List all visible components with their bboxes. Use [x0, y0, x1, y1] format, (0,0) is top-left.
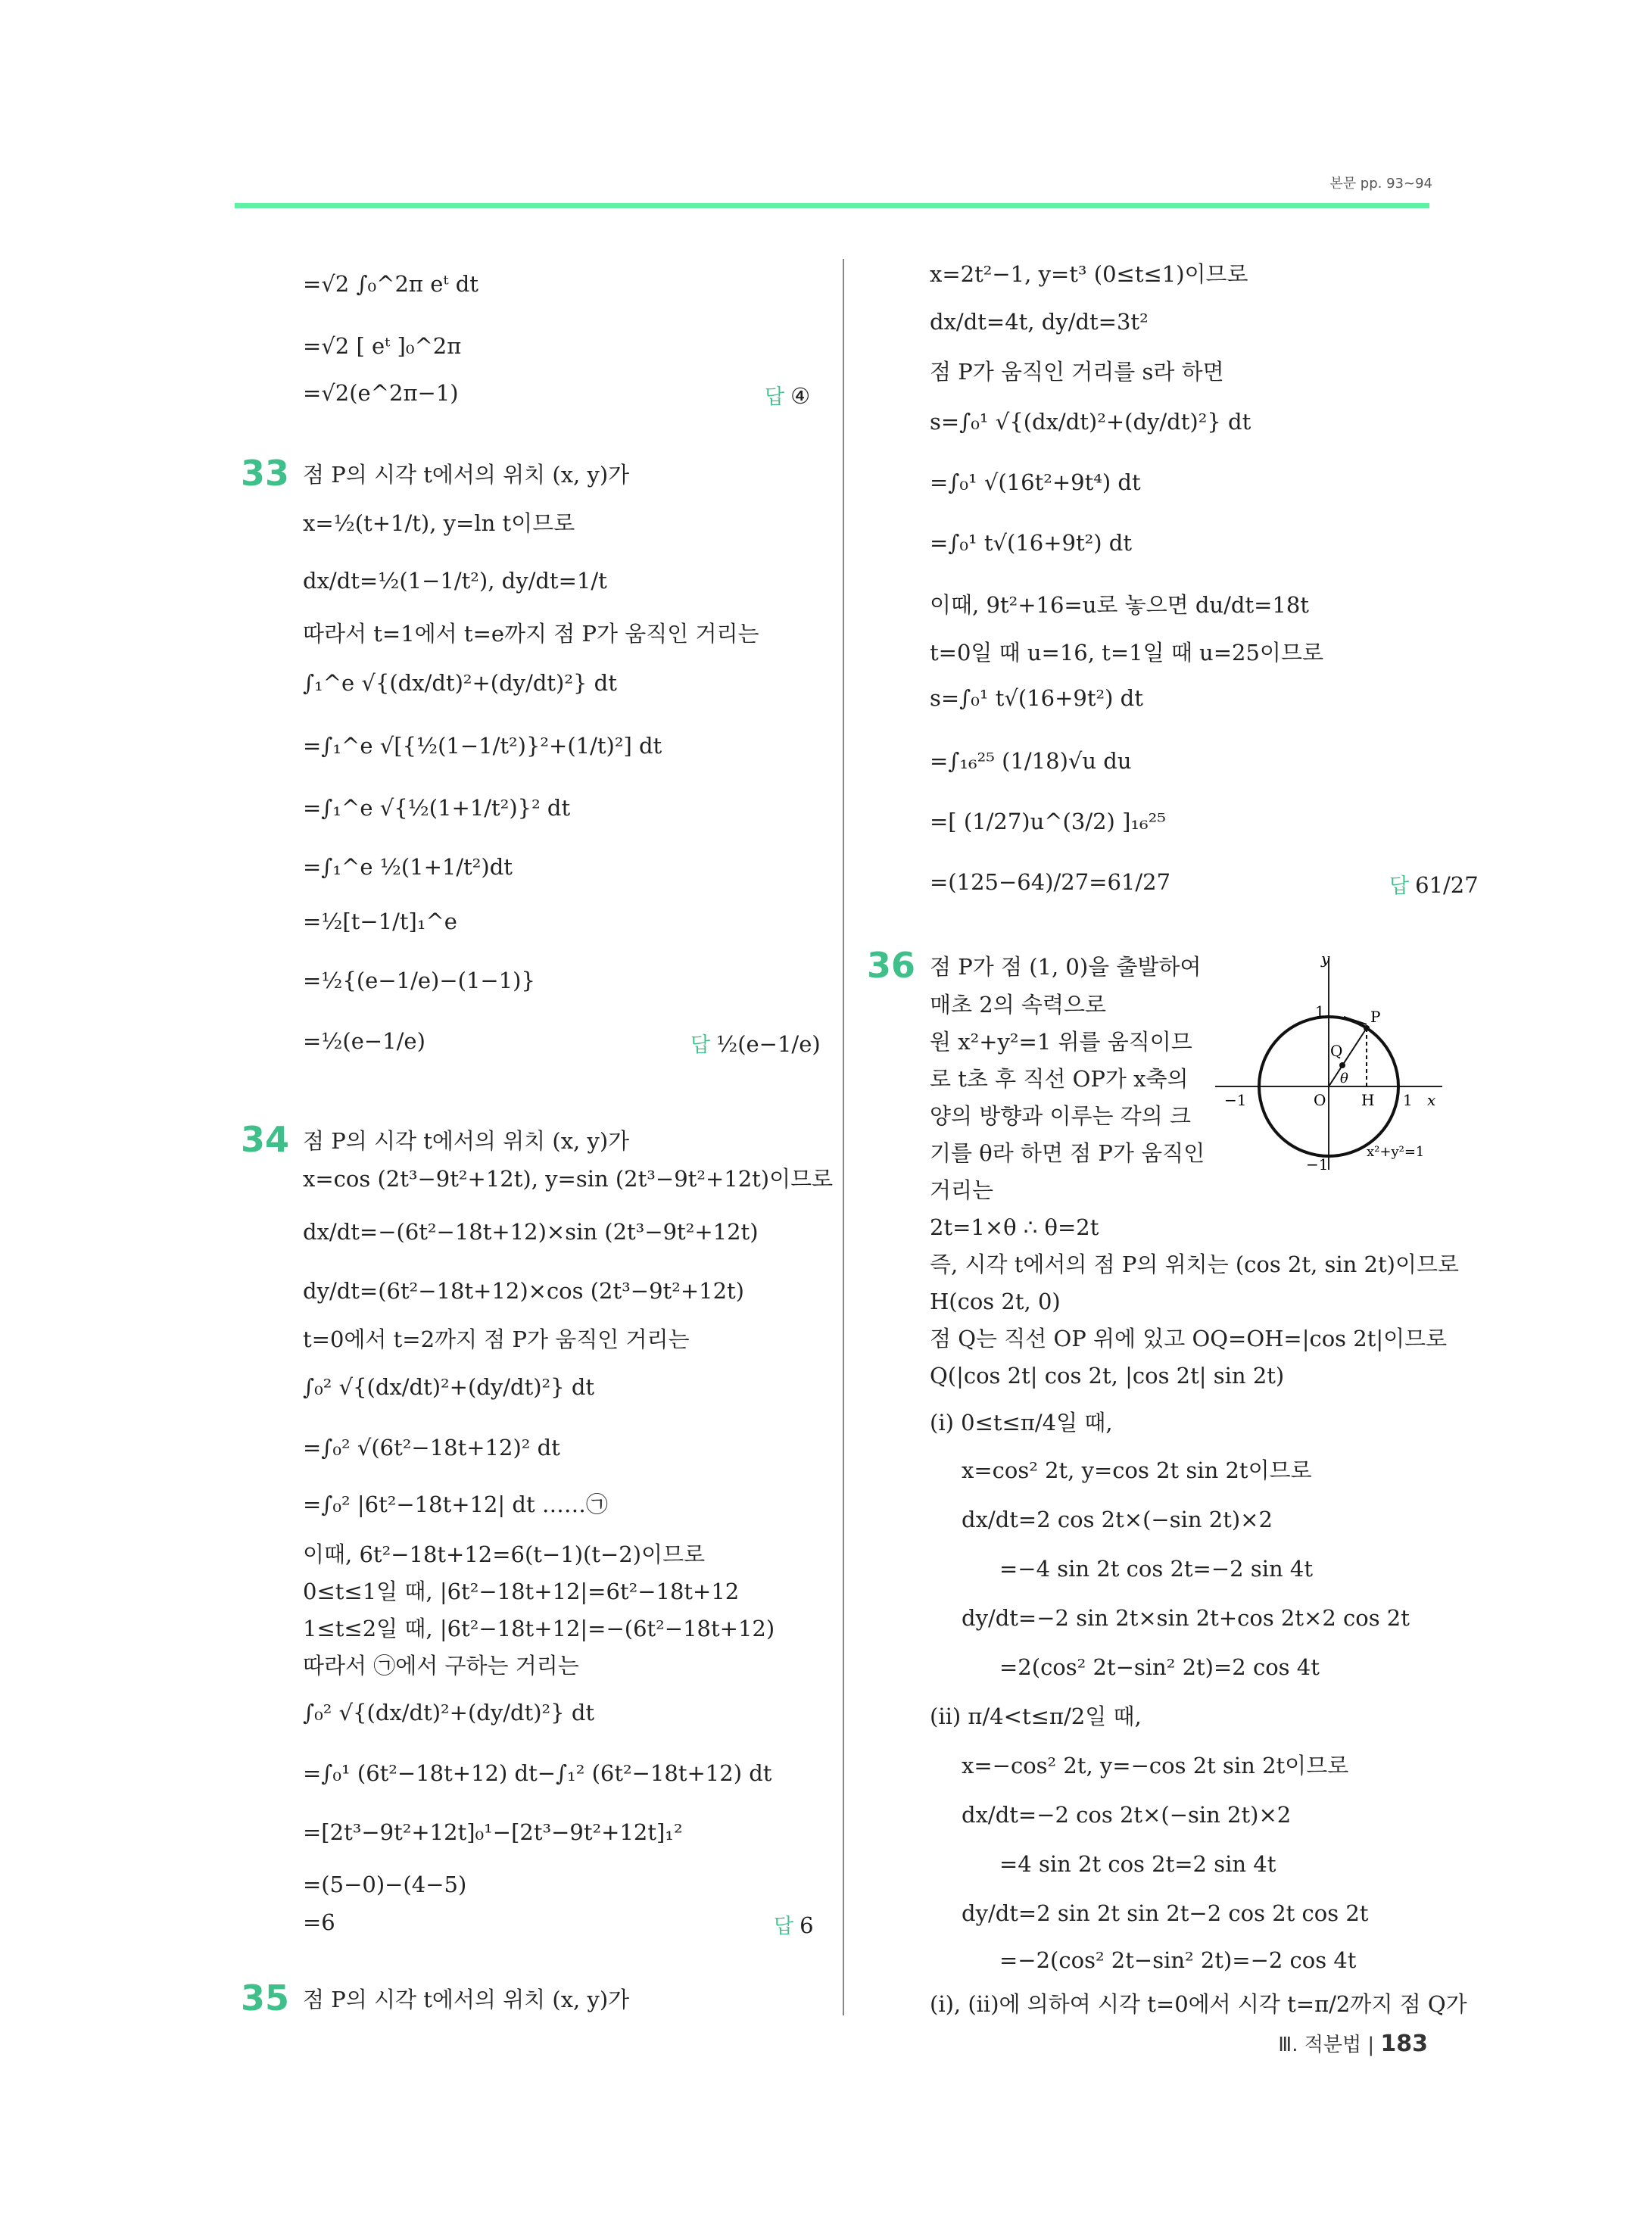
q35-line: 점 P의 시각 t에서의 위치 (x, y)가	[303, 1987, 630, 2012]
q36-line: Q(|cos 2t| cos 2t, |cos 2t| sin 2t)	[930, 1363, 1285, 1389]
q36-line: 원 x²+y²=1 위를 움직이므	[930, 1029, 1192, 1055]
q36-line: 양의 방향과 이루는 각의 크	[930, 1103, 1192, 1129]
intro-line-3: =√2(e^2π−1)	[303, 380, 459, 406]
intro-line-2: =√2 [ eᵗ ]₀^2π	[303, 333, 462, 359]
q36-line: H(cos 2t, 0)	[930, 1289, 1061, 1314]
label-y: y	[1321, 950, 1330, 968]
page-footer	[1278, 2029, 1428, 2057]
q34-line: 이때, 6t²−18t+12=6(t−1)(t−2)이므로	[303, 1541, 706, 1567]
q36-line: 매초 2의 속력으로	[930, 992, 1106, 1018]
q35-cont-line: 이때, 9t²+16=u로 놓으면 du/dt=18t	[930, 592, 1309, 618]
q33-line: =∫₁^e ½(1+1/t²)dt	[303, 854, 513, 880]
q36-line: =−2(cos² 2t−sin² 2t)=−2 cos 4t	[999, 1947, 1357, 1973]
q36-line: =−4 sin 2t cos 2t=−2 sin 4t	[999, 1556, 1313, 1582]
footer-separator: |	[1367, 2034, 1375, 2056]
q35-cont-line: dx/dt=4t, dy/dt=3t²	[930, 309, 1149, 335]
label-theta: θ	[1340, 1071, 1348, 1086]
q36-line: (ⅰ), (ⅱ)에 의하여 시각 t=0에서 시각 t=π/2까지 점 Q가	[930, 1991, 1467, 2017]
q36-line: 기를 θ라 하면 점 P가 움직인	[930, 1140, 1205, 1166]
answer-value: 6	[800, 1912, 814, 1938]
header-rule	[235, 203, 1429, 208]
chapter-title: Ⅲ. 적분법	[1278, 2034, 1362, 2056]
q33-line: x=½(t+1/t), y=ln t이므로	[303, 510, 575, 536]
question-number-34: 34	[241, 1119, 290, 1160]
q35-cont-line: t=0일 때 u=16, t=1일 때 u=25이므로	[930, 640, 1323, 666]
q36-line: 점 P가 점 (1, 0)을 출발하여	[930, 954, 1202, 980]
label-p: P	[1370, 1008, 1381, 1026]
q34-answer	[774, 1909, 814, 1939]
q34-line: ∫₀² √{(dx/dt)²+(dy/dt)²} dt	[303, 1700, 595, 1725]
q36-line: x=cos² 2t, y=cos 2t sin 2t이므로	[962, 1457, 1312, 1483]
q34-line: =∫₀² √(6t²−18t+12)² dt	[303, 1435, 560, 1460]
label-equation: x²+y²=1	[1367, 1144, 1425, 1160]
label-1-right: 1	[1403, 1091, 1413, 1109]
q33-line: 따라서 t=1에서 t=e까지 점 P가 움직인 거리는	[303, 621, 759, 647]
q35-cont-line: s=∫₀¹ √{(dx/dt)²+(dy/dt)²} dt	[930, 409, 1251, 435]
q36-line: dy/dt=2 sin 2t sin 2t−2 cos 2t cos 2t	[962, 1900, 1369, 1926]
q33-line: ∫₁^e √{(dx/dt)²+(dy/dt)²} dt	[303, 670, 617, 696]
q36-line: x=−cos² 2t, y=−cos 2t sin 2t이므로	[962, 1753, 1349, 1778]
q33-line: =∫₁^e √{½(1+1/t²)}² dt	[303, 795, 571, 821]
q34-line: =∫₀² |6t²−18t+12| dt ……㉠	[303, 1492, 608, 1517]
point-q	[1339, 1062, 1345, 1068]
q36-line: 로 t초 후 직선 OP가 x축의	[930, 1066, 1189, 1092]
answer-label: 답	[1389, 874, 1410, 898]
q34-line: x=cos (2t³−9t²+12t), y=sin (2t³−9t²+12t)이므로	[303, 1166, 834, 1192]
q34-line: 0≤t≤1일 때, |6t²−18t+12|=6t²−18t+12	[303, 1579, 740, 1604]
answer-value: ④	[790, 383, 811, 409]
q36-line: dx/dt=2 cos 2t×(−sin 2t)×2	[962, 1507, 1273, 1532]
page-number: 183	[1380, 2031, 1428, 2057]
q35-cont-line: =∫₀¹ t√(16+9t²) dt	[930, 530, 1133, 556]
q33-line: =½[t−1/t]₁^e	[303, 909, 457, 934]
q34-line: =6	[303, 1909, 335, 1935]
q36-line: dy/dt=−2 sin 2t×sin 2t+cos 2t×2 cos 2t	[962, 1605, 1410, 1631]
page-reference: 본문 pp. 93~94	[1329, 176, 1432, 192]
q36-line: 2t=1×θ ∴ θ=2t	[930, 1214, 1099, 1240]
q36-line: (ⅰ) 0≤t≤π/4일 때,	[930, 1410, 1113, 1435]
q34-line: =∫₀¹ (6t²−18t+12) dt−∫₁² (6t²−18t+12) dt	[303, 1760, 772, 1786]
q36-line: 즉, 시각 t에서의 점 P의 위치는 (cos 2t, sin 2t)이므로	[930, 1252, 1460, 1277]
q33-line: 점 P의 시각 t에서의 위치 (x, y)가	[303, 462, 630, 488]
q36-line: =2(cos² 2t−sin² 2t)=2 cos 4t	[999, 1654, 1320, 1680]
intro-answer	[765, 380, 810, 410]
q34-line: 따라서 ㉠에서 구하는 거리는	[303, 1653, 579, 1679]
label-h: H	[1361, 1091, 1375, 1109]
label-minus1-left: −1	[1224, 1091, 1247, 1109]
q33-line: =½{(e−1/e)−(1−1)}	[303, 968, 535, 993]
q34-line: =[2t³−9t²+12t]₀¹−[2t³−9t²+12t]₁²	[303, 1819, 683, 1845]
q36-line: dx/dt=−2 cos 2t×(−sin 2t)×2	[962, 1802, 1292, 1828]
q36-line: 점 Q는 직선 OP 위에 있고 OQ=OH=|cos 2t|이므로	[930, 1326, 1448, 1351]
q35-cont-line: =[ (1/27)u^(3/2) ]₁₆²⁵	[930, 809, 1166, 834]
answer-label: 답	[690, 1033, 711, 1057]
q34-line: 점 P의 시각 t에서의 위치 (x, y)가	[303, 1128, 630, 1154]
q33-answer	[690, 1028, 821, 1058]
label-1-top: 1	[1315, 1002, 1325, 1021]
label-minus1-bottom: −1	[1306, 1155, 1329, 1174]
q34-line: 1≤t≤2일 때, |6t²−18t+12|=−(6t²−18t+12)	[303, 1616, 775, 1641]
q34-line: ∫₀² √{(dx/dt)²+(dy/dt)²} dt	[303, 1374, 595, 1400]
q35-cont-line: s=∫₀¹ t√(16+9t²) dt	[930, 685, 1143, 711]
label-q: Q	[1330, 1042, 1343, 1060]
q36-line: (ⅱ) π/4<t≤π/2일 때,	[930, 1704, 1142, 1729]
unit-circle-diagram	[1208, 950, 1450, 1177]
label-o: O	[1314, 1091, 1326, 1109]
answer-value: 61/27	[1415, 872, 1479, 898]
q36-line: 거리는	[930, 1177, 994, 1203]
q34-line: dx/dt=−(6t²−18t+12)×sin (2t³−9t²+12t)	[303, 1219, 759, 1245]
q33-line: =∫₁^e √[{½(1−1/t²)}²+(1/t)²] dt	[303, 733, 662, 759]
column-divider	[843, 259, 844, 2015]
question-number-35: 35	[241, 1978, 290, 2018]
q36-line: =4 sin 2t cos 2t=2 sin 4t	[999, 1851, 1276, 1877]
q35-cont-line: =∫₁₆²⁵ (1/18)√u du	[930, 748, 1132, 774]
answer-value: ½(e−1/e)	[716, 1031, 821, 1057]
q34-line: =(5−0)−(4−5)	[303, 1872, 467, 1897]
question-number-36: 36	[867, 945, 916, 986]
q33-line: dx/dt=½(1−1/t²), dy/dt=1/t	[303, 568, 607, 594]
q34-line: t=0에서 t=2까지 점 P가 움직인 거리는	[303, 1326, 690, 1352]
answer-label: 답	[774, 1915, 794, 1938]
q35-cont-line: =∫₀¹ √(16t²+9t⁴) dt	[930, 469, 1141, 495]
question-number-33: 33	[241, 453, 290, 494]
q33-line: =½(e−1/e)	[303, 1028, 425, 1054]
q34-line: dy/dt=(6t²−18t+12)×cos (2t³−9t²+12t)	[303, 1278, 744, 1304]
q35-answer	[1389, 869, 1479, 899]
point-p	[1364, 1025, 1370, 1031]
q35-cont-line: 점 P가 움직인 거리를 s라 하면	[930, 359, 1224, 385]
q35-cont-line: =(125−64)/27=61/27	[930, 869, 1171, 895]
label-x: x	[1427, 1091, 1436, 1109]
intro-line-1: =√2 ∫₀^2π eᵗ dt	[303, 271, 478, 297]
q35-cont-line: x=2t²−1, y=t³ (0≤t≤1)이므로	[930, 261, 1248, 287]
answer-label: 답	[765, 385, 785, 409]
